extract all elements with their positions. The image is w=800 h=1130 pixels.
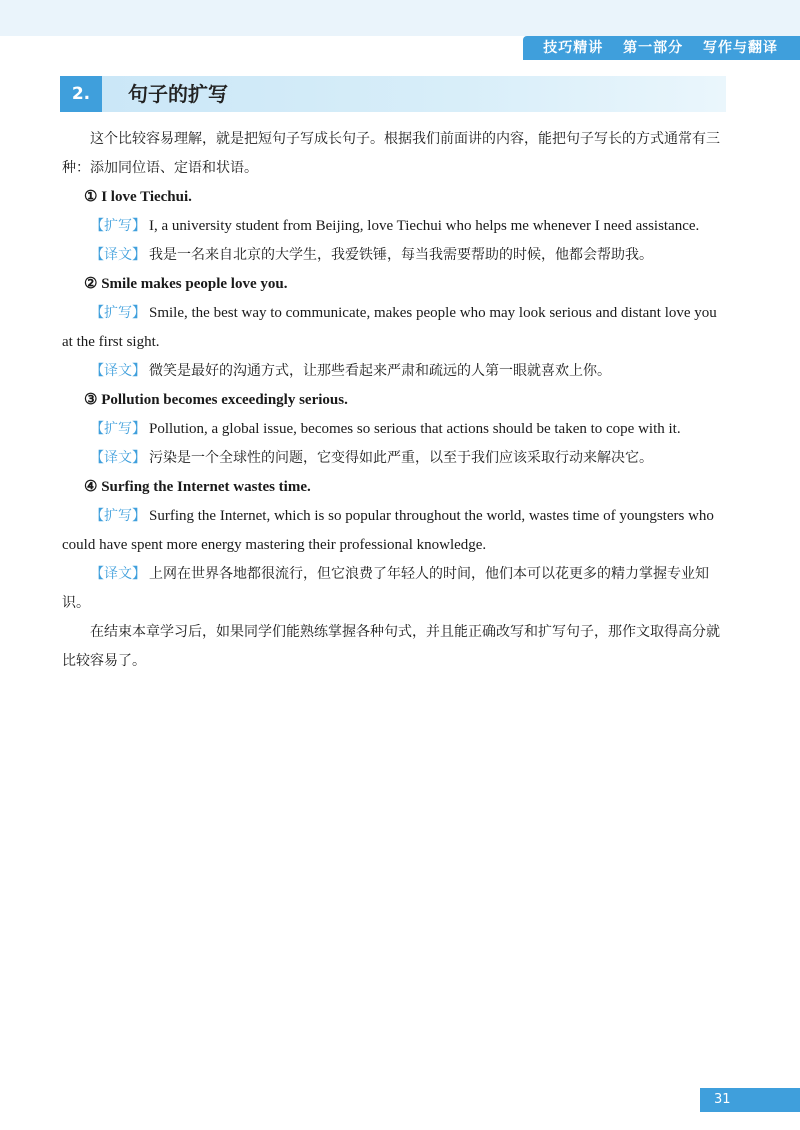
header-section: 写作与翻译 [703, 40, 778, 56]
section-number: 2. [60, 76, 102, 112]
example-3-expanded-text: Pollution, a global issue, becomes so serious that actions should be taken to cope with it. [149, 421, 681, 437]
translate-label: 【译文】 [90, 450, 146, 466]
running-header [523, 36, 800, 60]
example-2-translation-text: 微笑是最好的沟通方式，让那些看起来严肃和疏远的人第一眼就喜欢上你。 [149, 363, 611, 379]
intro-paragraph: 这个比较容易理解，就是把短句子写成长句子。根据我们前面讲的内容，能把句子写长的方式通常有三种：添加同位语、定语和状语。 [62, 131, 720, 176]
expand-label: 【扩写】 [90, 508, 146, 524]
header-book: 技巧精讲 [543, 40, 604, 56]
section-title: 句子的扩写 [128, 82, 228, 106]
translate-label: 【译文】 [90, 363, 146, 379]
example-4-translation [62, 560, 730, 618]
top-band [0, 0, 800, 36]
example-1-expanded-text: I, a university student from Beijing, love Tiechui who helps me whenever I need assistance. [149, 218, 700, 234]
example-2-original: ② Smile makes people love you. [84, 276, 288, 292]
conclusion-paragraph: 在结束本章学习后，如果同学们能熟练掌握各种句式，并且能正确改写和扩写句子，那作文取得高分就比较容易了。 [62, 624, 720, 669]
example-1-original: ① I love Tiechui. [84, 189, 192, 205]
header-part: 第一部分 [623, 40, 684, 56]
body-text [62, 125, 730, 676]
example-3-original: ③ Pollution becomes exceedingly serious. [84, 392, 348, 408]
example-1-expanded [62, 212, 730, 241]
page-number: 31 [700, 1088, 800, 1112]
example-2-expanded [62, 299, 730, 357]
example-4-expanded-text: Surfing the Internet, which is so popular throughout the world, wastes time of youngsters who could have spent more energy mastering their professional knowledge. [62, 508, 714, 553]
example-2-expanded-text: Smile, the best way to communicate, makes people who may look serious and distant love you at the first sight. [62, 305, 717, 350]
example-4-original: ④ Surfing the Internet wastes time. [84, 479, 311, 495]
example-3-expanded [62, 415, 730, 444]
translate-label: 【译文】 [90, 566, 146, 582]
example-3-translation-text: 污染是一个全球性的问题，它变得如此严重，以至于我们应该采取行动来解决它。 [149, 450, 653, 466]
translate-label: 【译文】 [90, 247, 146, 263]
example-1-translation [62, 241, 730, 270]
expand-label: 【扩写】 [90, 218, 146, 234]
example-2-translation [62, 357, 730, 386]
expand-label: 【扩写】 [90, 421, 146, 437]
example-3-translation [62, 444, 730, 473]
section-heading [60, 76, 726, 112]
expand-label: 【扩写】 [90, 305, 146, 321]
example-1-translation-text: 我是一名来自北京的大学生，我爱铁锤，每当我需要帮助的时候，他都会帮助我。 [149, 247, 653, 263]
example-4-expanded [62, 502, 730, 560]
example-4-translation-text: 上网在世界各地都很流行，但它浪费了年轻人的时间，他们本可以花更多的精力掌握专业知识。 [62, 566, 709, 611]
